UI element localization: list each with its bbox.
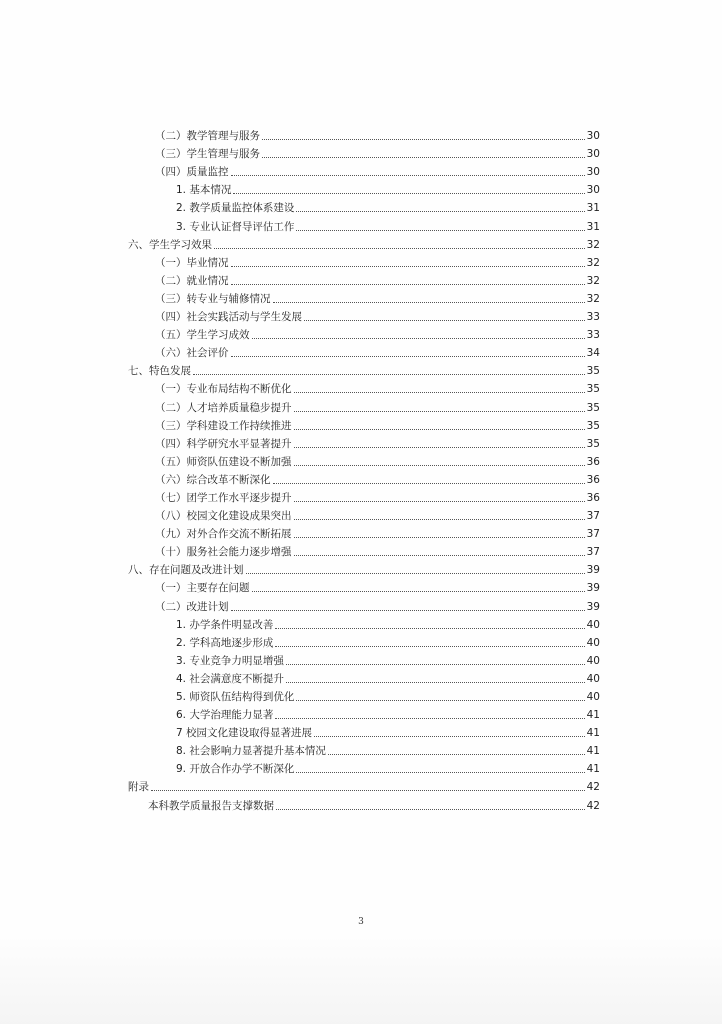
toc-entry <box>128 540 600 558</box>
toc-entry <box>128 721 600 739</box>
toc-entry-page: 34 <box>586 347 600 360</box>
toc-entry-page: 41 <box>586 745 600 758</box>
toc-entry <box>128 486 600 504</box>
toc-entry-page: 35 <box>586 437 600 450</box>
toc-entry <box>128 178 600 196</box>
toc-entry <box>128 160 600 178</box>
toc-leader-dots <box>294 410 585 412</box>
toc-leader-dots <box>286 663 585 665</box>
toc-entry-title: 1. 基本情况 <box>176 184 232 197</box>
toc-entry-page: 41 <box>586 763 600 776</box>
toc-entry <box>128 450 600 468</box>
toc-entry-page: 37 <box>586 510 600 523</box>
toc-entry-title: 3. 专业认证督导评估工作 <box>176 220 295 233</box>
table-of-contents <box>128 124 600 812</box>
toc-entry-page: 37 <box>586 528 600 541</box>
toc-entry <box>128 703 600 721</box>
toc-leader-dots <box>233 192 584 194</box>
toc-entry <box>128 323 600 341</box>
toc-leader-dots <box>193 373 585 375</box>
toc-leader-dots <box>275 627 584 629</box>
toc-leader-dots <box>273 301 585 303</box>
toc-entry-title: （三）转专业与辅修情况 <box>155 292 271 305</box>
toc-entry-title: （二）就业情况 <box>155 274 229 287</box>
toc-leader-dots <box>314 735 585 737</box>
toc-leader-dots <box>296 699 584 701</box>
toc-leader-dots <box>276 808 585 810</box>
toc-leader-dots <box>252 590 585 592</box>
toc-entry-page: 35 <box>586 401 600 414</box>
toc-entry <box>128 124 600 142</box>
toc-entry <box>128 432 600 450</box>
toc-entry <box>128 613 600 631</box>
toc-entry-page: 32 <box>586 256 600 269</box>
toc-entry-page: 33 <box>586 329 600 342</box>
toc-entry-title: 附录 <box>128 781 149 794</box>
toc-leader-dots <box>294 391 585 393</box>
toc-entry-title: （一）专业布局结构不断优化 <box>155 383 292 396</box>
toc-entry-title: （八）校园文化建设成果突出 <box>155 510 292 523</box>
toc-entry-page: 36 <box>586 473 600 486</box>
toc-leader-dots <box>246 572 585 574</box>
toc-entry-title: 4. 社会满意度不断提升 <box>176 672 284 685</box>
toc-entry <box>128 576 600 594</box>
toc-entry-title: 7 校园文化建设取得显著进展 <box>176 727 313 740</box>
toc-leader-dots <box>296 210 584 212</box>
toc-entry-page: 32 <box>586 238 600 251</box>
toc-entry-page: 39 <box>586 600 600 613</box>
toc-leader-dots <box>273 482 585 484</box>
toc-leader-dots <box>296 229 584 231</box>
toc-leader-dots <box>231 174 585 176</box>
toc-entry <box>128 667 600 685</box>
toc-entry <box>128 793 600 811</box>
toc-entry-title: （三）学生管理与服务 <box>155 148 260 161</box>
toc-leader-dots <box>231 609 585 611</box>
toc-entry-title: （四）社会实践活动与学生发展 <box>155 311 302 324</box>
toc-entry <box>128 468 600 486</box>
toc-entry-page: 37 <box>586 546 600 559</box>
toc-entry-page: 42 <box>586 781 600 794</box>
toc-entry-page: 40 <box>586 672 600 685</box>
toc-entry-page: 41 <box>586 727 600 740</box>
toc-leader-dots <box>214 247 585 249</box>
toc-entry-page: 35 <box>586 383 600 396</box>
toc-entry <box>128 233 600 251</box>
toc-entry-page: 30 <box>586 130 600 143</box>
toc-entry <box>128 594 600 612</box>
toc-entry-title: （十）服务社会能力逐步增强 <box>155 546 292 559</box>
toc-entry <box>128 341 600 359</box>
toc-entry-page: 36 <box>586 491 600 504</box>
toc-entry-title: （三）学科建设工作持续推进 <box>155 419 292 432</box>
toc-entry <box>128 269 600 287</box>
toc-entry-title: 1. 办学条件明显改善 <box>176 618 274 631</box>
toc-leader-dots <box>231 283 585 285</box>
toc-leader-dots <box>294 464 585 466</box>
toc-entry-page: 30 <box>586 166 600 179</box>
scan-shadow <box>0 934 722 1024</box>
toc-entry <box>128 196 600 214</box>
toc-entry <box>128 251 600 269</box>
toc-leader-dots <box>294 518 585 520</box>
toc-entry-page: 39 <box>586 582 600 595</box>
toc-entry <box>128 649 600 667</box>
toc-entry-page: 30 <box>586 148 600 161</box>
toc-leader-dots <box>231 355 585 357</box>
toc-entry <box>128 414 600 432</box>
toc-entry-title: （六）综合改革不断深化 <box>155 473 271 486</box>
toc-entry-page: 40 <box>586 636 600 649</box>
toc-entry-title: （四）质量监控 <box>155 166 229 179</box>
toc-entry-page: 35 <box>586 419 600 432</box>
toc-leader-dots <box>328 753 585 755</box>
toc-entry-page: 33 <box>586 311 600 324</box>
toc-leader-dots <box>275 717 584 719</box>
toc-entry-title: （一）主要存在问题 <box>155 582 250 595</box>
toc-entry-title: （一）毕业情况 <box>155 256 229 269</box>
toc-entry-title: 2. 学科高地逐步形成 <box>176 636 274 649</box>
toc-entry <box>128 685 600 703</box>
toc-entry-page: 32 <box>586 292 600 305</box>
toc-entry-title: 2. 教学质量监控体系建设 <box>176 202 295 215</box>
toc-entry <box>128 142 600 160</box>
toc-leader-dots <box>262 138 585 140</box>
toc-entry <box>128 504 600 522</box>
toc-entry-page: 36 <box>586 455 600 468</box>
toc-entry-title: （七）团学工作水平逐步提升 <box>155 491 292 504</box>
toc-entry-page: 32 <box>586 274 600 287</box>
toc-leader-dots <box>252 337 585 339</box>
toc-entry-page: 35 <box>586 365 600 378</box>
toc-entry-title: （九）对外合作交流不断拓展 <box>155 528 292 541</box>
toc-entry-title: 六、学生学习效果 <box>128 238 212 251</box>
toc-entry-title: （六）社会评价 <box>155 347 229 360</box>
toc-entry <box>128 359 600 377</box>
toc-entry-title: 七、特色发展 <box>128 365 191 378</box>
toc-entry <box>128 395 600 413</box>
toc-entry <box>128 377 600 395</box>
toc-leader-dots <box>275 645 584 647</box>
toc-leader-dots <box>294 536 585 538</box>
toc-entry-title: 9. 开放合作办学不断深化 <box>176 763 295 776</box>
toc-entry-title: （五）学生学习成效 <box>155 329 250 342</box>
toc-entry-title: （二）教学管理与服务 <box>155 130 260 143</box>
toc-entry <box>128 522 600 540</box>
toc-entry-title: （五）师资队伍建设不断加强 <box>155 455 292 468</box>
toc-entry-title: 3. 专业竞争力明显增强 <box>176 654 284 667</box>
toc-entry-title: 本科教学质量报告支撑数据 <box>148 799 274 812</box>
toc-leader-dots <box>231 265 585 267</box>
toc-entry-title: （四）科学研究水平显著提升 <box>155 437 292 450</box>
toc-entry <box>128 558 600 576</box>
toc-leader-dots <box>294 428 585 430</box>
toc-entry-page: 40 <box>586 654 600 667</box>
toc-entry-page: 31 <box>586 202 600 215</box>
toc-entry-page: 40 <box>586 691 600 703</box>
toc-leader-dots <box>294 554 585 556</box>
toc-leader-dots <box>151 789 585 791</box>
toc-entry-page: 31 <box>586 220 600 233</box>
toc-entry <box>128 214 600 232</box>
toc-entry-title: （二）改进计划 <box>155 600 229 613</box>
toc-entry-page: 41 <box>586 709 600 722</box>
toc-entry-page: 39 <box>586 564 600 577</box>
toc-entry-page: 40 <box>586 618 600 631</box>
toc-entry <box>128 775 600 793</box>
toc-entry-title: 5. 师资队伍结构得到优化 <box>176 691 295 703</box>
toc-entry <box>128 757 600 775</box>
toc-entry <box>128 287 600 305</box>
page-number: 3 <box>358 917 364 927</box>
toc-entry-title: 6. 大学治理能力显著 <box>176 709 274 722</box>
toc-entry <box>128 305 600 323</box>
toc-leader-dots <box>286 681 585 683</box>
toc-leader-dots <box>304 319 585 321</box>
toc-leader-dots <box>262 156 585 158</box>
toc-leader-dots <box>296 771 584 773</box>
toc-entry <box>128 631 600 649</box>
toc-leader-dots <box>294 500 585 502</box>
toc-entry-page: 42 <box>586 799 600 812</box>
toc-entry-page: 30 <box>586 184 600 197</box>
toc-entry-title: （二）人才培养质量稳步提升 <box>155 401 292 414</box>
toc-entry-title: 八、存在问题及改进计划 <box>128 564 244 577</box>
toc-entry-title: 8. 社会影响力显著提升基本情况 <box>176 745 326 758</box>
toc-entry <box>128 739 600 757</box>
toc-leader-dots <box>294 446 585 448</box>
